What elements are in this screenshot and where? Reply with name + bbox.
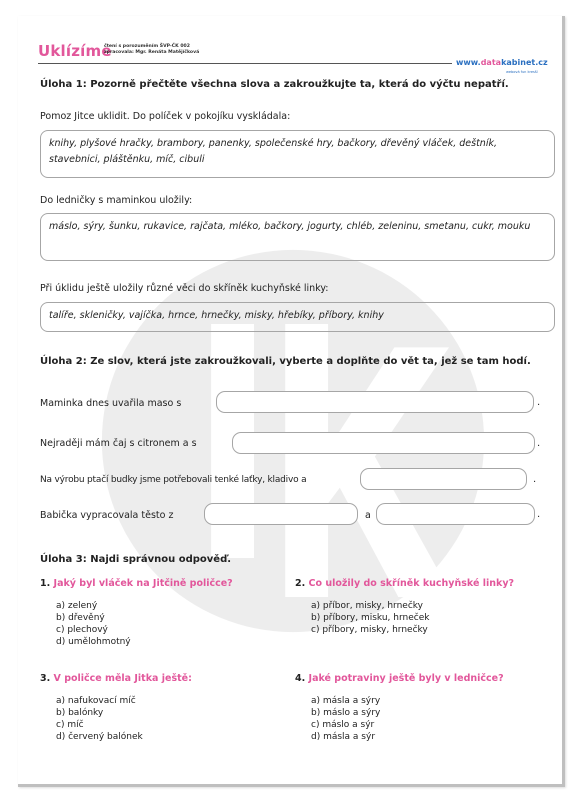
task1-heading: Úloha 1: Pozorně přečtěte všechna slova a zakroužkujte ta, která do výčtu nepatří. [40, 79, 509, 90]
option[interactable]: d) másla a sýr [311, 732, 376, 742]
question-4-number: 4. [295, 673, 306, 684]
question-4 [295, 673, 557, 743]
group1-words: knihy, plyšové hračky, brambory, panenky, společenské hry, bačkory, dřevěný vláček, deštník, stavebnici, pláštěnku, míč, cibuli [40, 130, 555, 178]
question-1-options [56, 600, 290, 648]
sentence-4-conjunction: a [365, 510, 371, 521]
task3-heading: Úloha 3: Najdi správnou odpověď. [40, 554, 232, 565]
option[interactable]: b) dřevěný [56, 613, 105, 623]
period-3: . [533, 474, 537, 485]
period-1: . [537, 397, 541, 408]
option[interactable]: b) balónky [56, 708, 104, 718]
answer-field-4b[interactable] [376, 503, 535, 525]
period-2: . [537, 438, 541, 449]
question-2-options [311, 600, 557, 636]
site-suffix: kabinet.cz [501, 58, 548, 67]
question-1-text: Jaký byl vláček na Jitčině poličce? [53, 578, 233, 589]
option[interactable]: c) příbory, misky, hrnečky [311, 625, 428, 635]
group2-label: Do ledničky s maminkou uložily: [40, 195, 193, 206]
option[interactable]: c) míč [56, 720, 84, 730]
option[interactable]: b) příbory, misku, hrneček [311, 613, 430, 623]
option[interactable]: b) máslo a sýry [311, 708, 381, 718]
header-rule [38, 63, 452, 64]
group3-label: Při úklidu ještě uložily různé věci do skříněk kuchyňské linky: [40, 283, 329, 294]
option[interactable]: a) příbor, misky, hrnečky [311, 601, 423, 611]
question-4-heading [295, 673, 557, 684]
option[interactable]: a) zelený [56, 601, 98, 611]
group1-label: Pomoz Jitce uklidit. Do políček v pokojíku vyskládala: [40, 111, 291, 122]
site-accent: data [480, 58, 502, 67]
sentence-3: Na výrobu ptačí budky jsme potřebovali tenké laťky, kladivo a [40, 475, 307, 485]
question-1-number: 1. [40, 578, 51, 589]
group2-words: máslo, sýry, šunku, rukavice, rajčata, mléko, bačkory, jogurty, chléb, zeleninu, smetanu, cukr, mouku [40, 213, 555, 261]
answer-field-2[interactable] [232, 432, 535, 454]
question-3 [40, 673, 290, 743]
period-4: . [537, 509, 541, 520]
worksheet-title: Uklízíme [38, 42, 112, 60]
option[interactable]: c) máslo a sýr [311, 720, 375, 730]
subtitle-line-2: zpracovala: Mgr. Renáta Matějíčková [104, 50, 200, 55]
option[interactable]: c) plechový [56, 625, 108, 635]
question-2-number: 2. [295, 578, 306, 589]
site-tagline: webová fun kresší [506, 70, 538, 74]
question-2 [295, 578, 557, 636]
question-1-heading [40, 578, 290, 589]
option[interactable]: a) nafukovací míč [56, 696, 136, 706]
answer-field-3[interactable] [360, 468, 527, 490]
option[interactable]: d) červený balónek [56, 732, 143, 742]
answer-field-1[interactable] [216, 391, 534, 413]
question-2-text: Co uložily do skříněk kuchyňské linky? [308, 578, 515, 589]
task2-heading: Úloha 2: Ze slov, která jste zakroužkovali, vyberte a doplňte do vět ta, jež se tam hodí. [40, 356, 531, 367]
question-3-heading [40, 673, 290, 684]
group3-words: talíře, skleničky, vajíčka, hrnce, hrnečky, misky, hřebíky, příbory, knihy [40, 302, 555, 332]
worksheet-subtitle [104, 44, 199, 56]
question-1 [40, 578, 290, 648]
site-prefix: www. [456, 58, 481, 67]
question-4-options [311, 695, 557, 743]
worksheet-page [18, 16, 565, 787]
subtitle-line-1: čtení s porozuměním ŠVP-ČK 002 [104, 44, 190, 49]
sentence-4: Babička vypracovala těsto z [40, 510, 174, 521]
sentence-2: Nejraději mám čaj s citronem a s [40, 438, 197, 449]
answer-field-4a[interactable] [204, 503, 358, 525]
site-link[interactable] [456, 58, 548, 67]
question-4-text: Jaké potraviny ještě byly v ledničce? [308, 673, 504, 684]
option[interactable]: d) umělohmotný [56, 637, 131, 647]
question-3-text: V poličce měla Jitka ještě: [53, 673, 192, 684]
question-3-number: 3. [40, 673, 51, 684]
option[interactable]: a) másla a sýry [311, 696, 381, 706]
sentence-1: Maminka dnes uvařila maso s [40, 398, 182, 409]
question-2-heading [295, 578, 557, 589]
question-3-options [56, 695, 290, 743]
